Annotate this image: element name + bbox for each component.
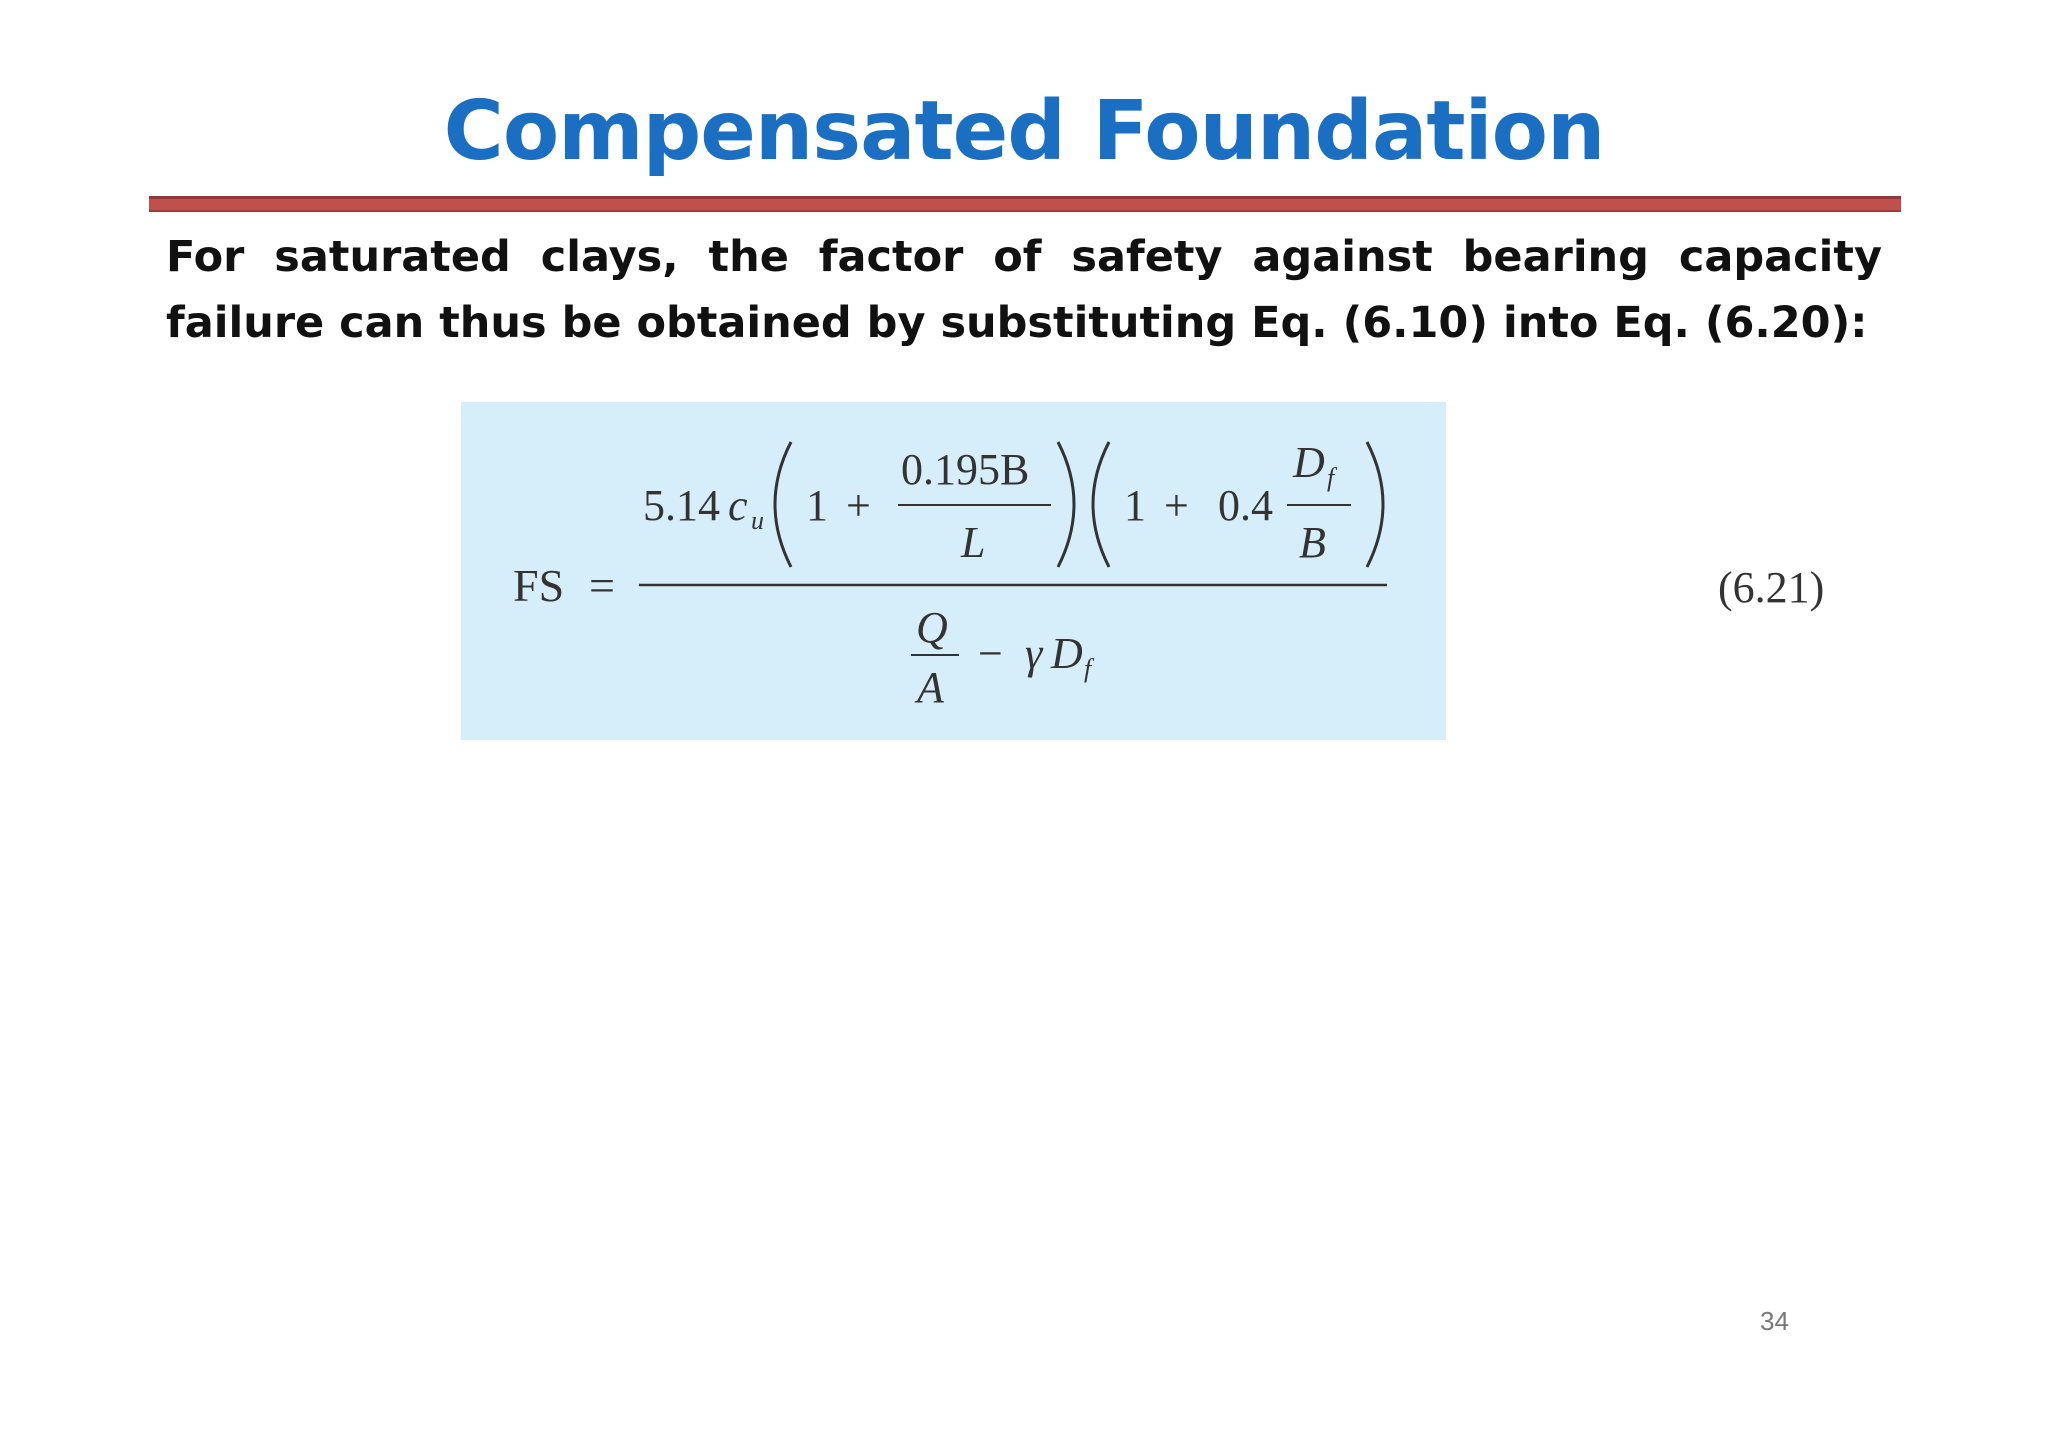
paren-left-1 (775, 442, 791, 567)
den-q: Q (916, 603, 948, 652)
page-number: 34 (1760, 1306, 1789, 1336)
frac2-numerator: D (1293, 438, 1325, 487)
frac2-numerator-sub: f (1327, 463, 1335, 492)
equation-number: (6.21) (1718, 563, 1825, 612)
eq-cu-sub: u (751, 506, 764, 535)
frac2-denominator: B (1299, 518, 1326, 567)
eq-equals: = (589, 560, 615, 611)
den-d-sub: f (1084, 654, 1092, 683)
eq-cu: c (728, 481, 748, 530)
title-divider (149, 196, 1901, 212)
equation-formula (461, 402, 1446, 740)
paren-right-2 (1367, 442, 1383, 567)
slide-title: Compensated Foundation (443, 84, 1605, 179)
den-a: A (917, 663, 944, 712)
eq-one-a: 1 (806, 481, 828, 530)
body-paragraph: For saturated clays, the factor of safety against bearing capacity failure can thus be obtained by substituting Eq. (6.10) into Eq. (6.20): (166, 232, 1882, 348)
den-d: D (1051, 629, 1083, 678)
eq-plus-a: + (846, 481, 871, 530)
frac1-denominator: L (961, 518, 986, 567)
eq-one-b: 1 (1124, 481, 1146, 530)
den-minus: − (978, 629, 1003, 678)
frac1-numerator: 0.195B (901, 445, 1030, 494)
den-gamma: γ (1025, 629, 1043, 678)
eq-coefficient: 5.14 (643, 481, 720, 530)
equation-box (461, 402, 1446, 740)
eq-factor-b: 0.4 (1218, 481, 1273, 530)
eq-lhs: FS (513, 560, 565, 611)
paren-right-1 (1058, 442, 1074, 567)
eq-plus-b: + (1164, 481, 1189, 530)
paren-left-2 (1093, 442, 1109, 567)
